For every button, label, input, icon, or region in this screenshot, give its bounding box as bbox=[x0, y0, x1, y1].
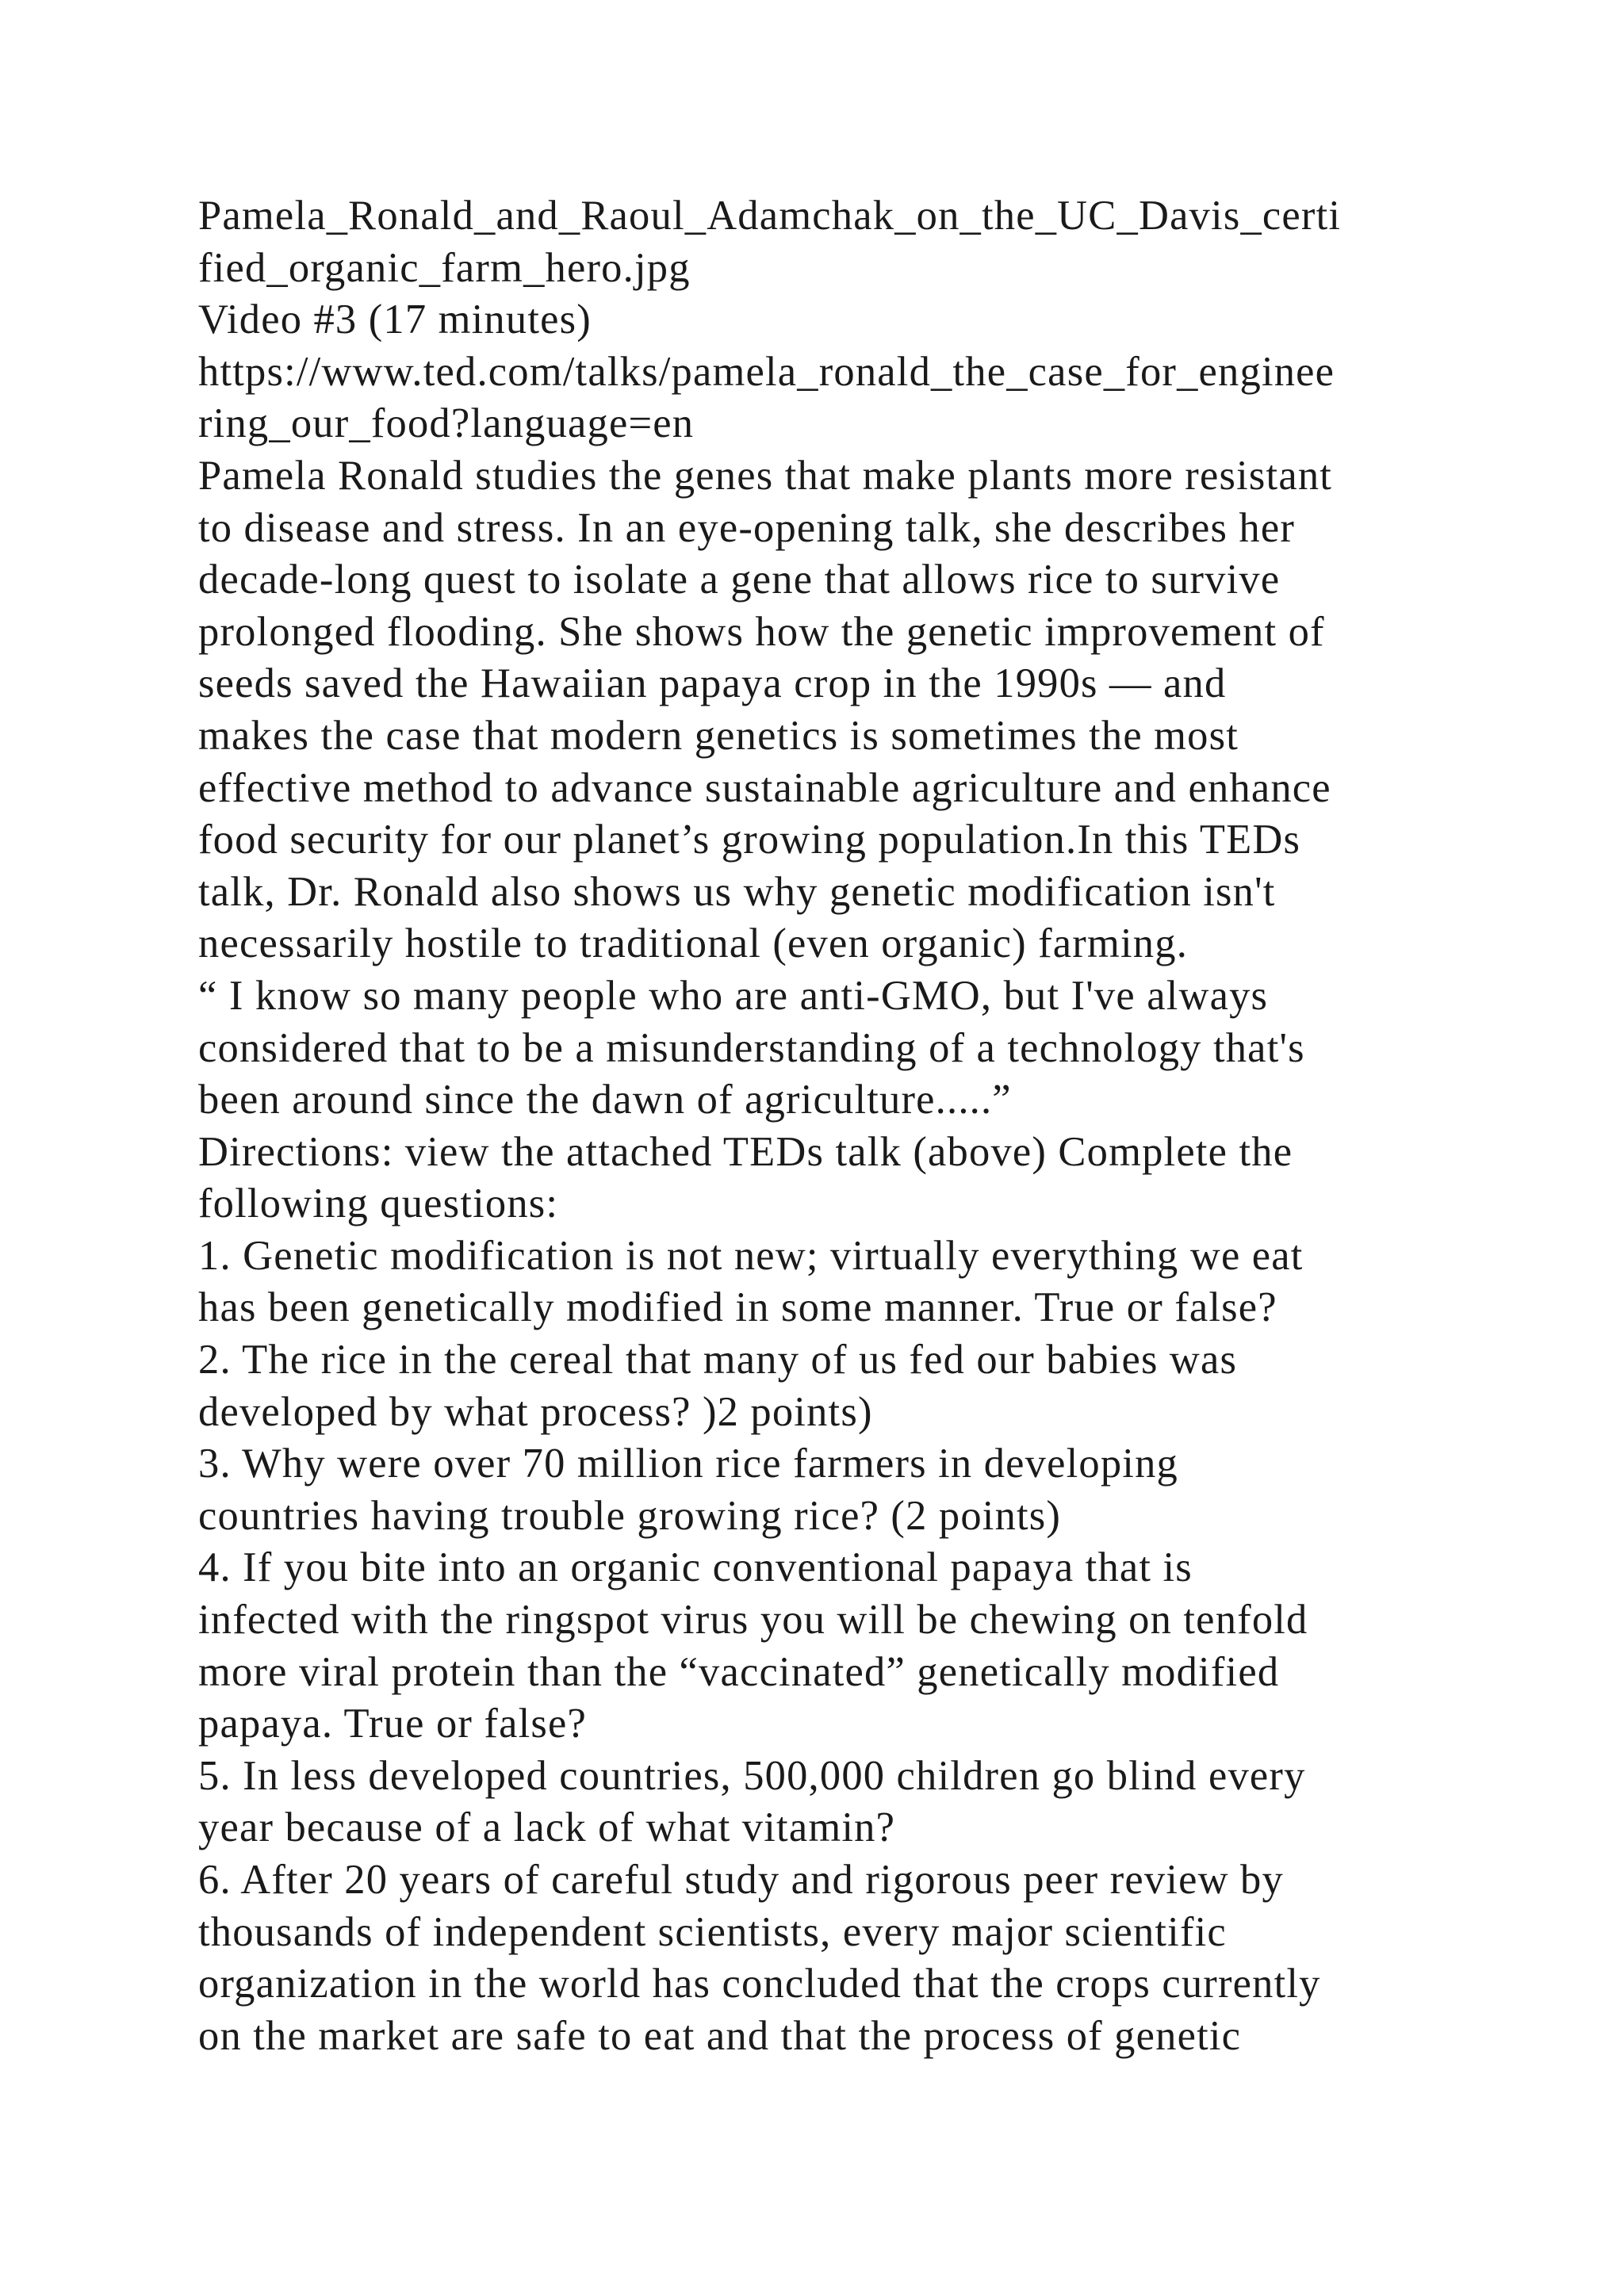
question-5-line: year because of a lack of what vitamin? bbox=[198, 1804, 896, 1851]
filename-line-2: fied_organic_farm_hero.jpg bbox=[198, 244, 691, 291]
question-6-line: 6. After 20 years of careful study and rigorous peer review by bbox=[198, 1857, 1284, 1903]
video-title: Video #3 (17 minutes) bbox=[198, 297, 592, 343]
video-url-line-1: https://www.ted.com/talks/pamela_ronald_the_case_for_enginee bbox=[198, 348, 1335, 395]
quote-line: considered that to be a misunderstanding of a technology that's bbox=[198, 1024, 1305, 1071]
directions-line: Directions: view the attached TEDs talk (above) Complete the bbox=[198, 1128, 1293, 1175]
question-2-line: 2. The rice in the cereal that many of us fed our babies was bbox=[198, 1337, 1238, 1383]
description-line: prolonged flooding. She shows how the genetic improvement of bbox=[198, 608, 1325, 655]
filename-line-1: Pamela_Ronald_and_Raoul_Adamchak_on_the_UC_Davis_certi bbox=[198, 193, 1342, 239]
question-6-line: on the market are safe to eat and that the process of genetic bbox=[198, 2012, 1242, 2059]
description-line: Pamela Ronald studies the genes that make plants more resistant bbox=[198, 452, 1333, 499]
description-line: effective method to advance sustainable agriculture and enhance bbox=[198, 764, 1331, 811]
question-4-line: papaya. True or false? bbox=[198, 1701, 588, 1747]
question-5-line: 5. In less developed countries, 500,000 children go blind every bbox=[198, 1752, 1306, 1799]
description-line: to disease and stress. In an eye-opening talk, she describes her bbox=[198, 504, 1296, 551]
question-6-line: organization in the world has concluded that the crops currently bbox=[198, 1961, 1321, 2007]
quote-line: “ I know so many people who are anti-GMO, but I've always bbox=[198, 972, 1269, 1019]
question-1-line: has been genetically modified in some manner. True or false? bbox=[198, 1284, 1277, 1331]
question-4-line: 4. If you bite into an organic conventional papaya that is bbox=[198, 1544, 1193, 1591]
video-url-line-2: ring_our_food?language=en bbox=[198, 400, 695, 447]
quote-line: been around since the dawn of agriculture.....” bbox=[198, 1077, 1012, 1123]
description-line: decade-long quest to isolate a gene that allows rice to survive bbox=[198, 557, 1281, 603]
question-1-line: 1. Genetic modification is not new; virtually everything we eat bbox=[198, 1232, 1304, 1279]
question-4-line: infected with the ringspot virus you will be chewing on tenfold bbox=[198, 1597, 1308, 1644]
document-body bbox=[198, 190, 1507, 2062]
question-3-line: countries having trouble growing rice? (2 points) bbox=[198, 1492, 1062, 1539]
description-line: seeds saved the Hawaiian papaya crop in the 1990s — and bbox=[198, 660, 1227, 707]
description-line: food security for our planet’s growing population.In this TEDs bbox=[198, 817, 1301, 863]
directions-line: following questions: bbox=[198, 1181, 559, 1227]
description-line: makes the case that modern genetics is sometimes the most bbox=[198, 712, 1239, 759]
question-3-line: 3. Why were over 70 million rice farmers in developing bbox=[198, 1441, 1178, 1487]
question-4-line: more viral protein than the “vaccinated” genetically modified bbox=[198, 1648, 1280, 1695]
description-line: necessarily hostile to traditional (even organic) farming. bbox=[198, 920, 1189, 967]
question-2-line: developed by what process? )2 points) bbox=[198, 1388, 873, 1435]
description-line: talk, Dr. Ronald also shows us why genetic modification isn't bbox=[198, 868, 1276, 915]
question-6-line: thousands of independent scientists, every major scientific bbox=[198, 1908, 1227, 1955]
